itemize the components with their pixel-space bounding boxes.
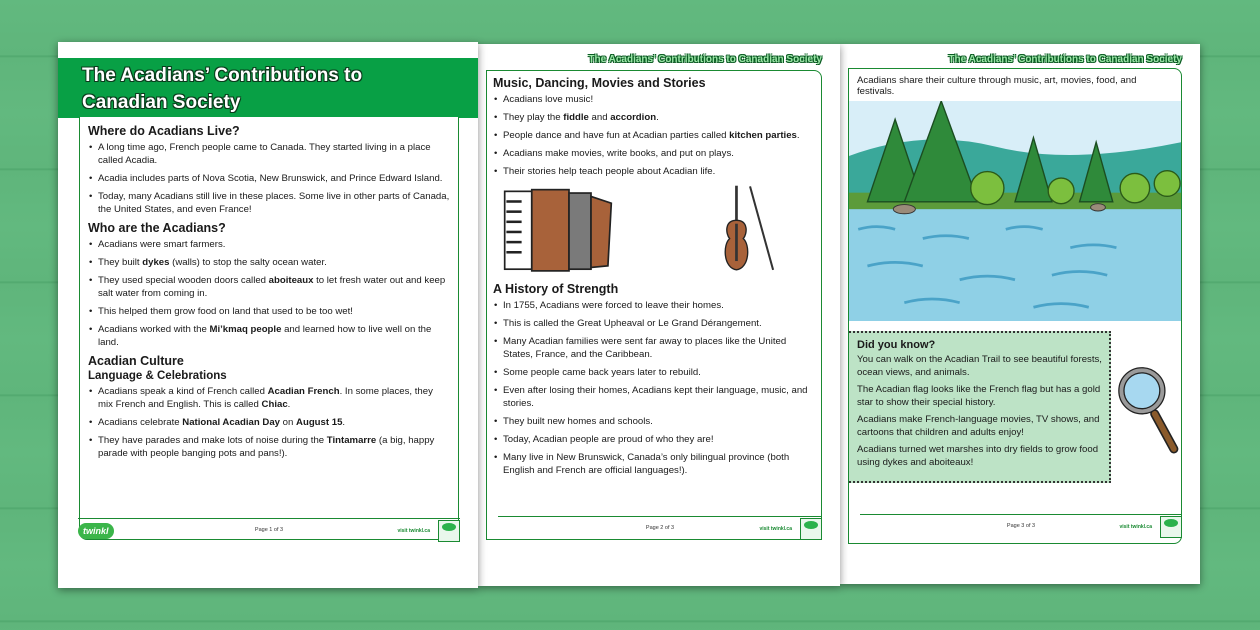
list-item: [88, 238, 450, 251]
text-segment: .: [287, 399, 291, 410]
list-item: [493, 384, 815, 410]
magnifying-glass-icon: [1115, 344, 1179, 474]
footer: [860, 514, 1182, 544]
text-segment: They built: [98, 257, 143, 268]
list-item: [493, 111, 815, 124]
text-segment: to let fresh water out and keep salt water from coming in.: [98, 275, 446, 299]
text-segment: (a big, happy parade with people banging pots and pans!).: [98, 435, 435, 459]
section-history: [493, 282, 815, 477]
text-segment: .: [656, 112, 659, 123]
section-who: [88, 221, 450, 349]
violin-icon: [713, 183, 783, 278]
quality-badge-icon: [438, 520, 460, 542]
bold-term: Chiac: [261, 399, 288, 410]
did-you-know-item: Acadians make French-language movies, TV shows, and cartoons that children and adults enjoy!: [857, 414, 1100, 438]
bold-term: fiddle: [563, 112, 589, 123]
text-segment: Some people came back years later to rebuild.: [503, 367, 701, 378]
did-you-know-box: [849, 331, 1111, 483]
page-number: Page 1 of 3: [254, 527, 284, 533]
bold-term: dykes: [142, 257, 170, 268]
list-item: [88, 434, 450, 460]
list-item: [88, 256, 450, 269]
list-item: [493, 317, 815, 330]
visit-link[interactable]: visit twinkl.ca: [1119, 524, 1152, 530]
content-box: [79, 117, 459, 540]
section-subheading: Language & Celebrations: [88, 370, 227, 382]
quality-badge-icon: [1160, 516, 1182, 538]
text-segment: A long time ago, French people came to Canada. They started living in a place called Acadia.: [98, 142, 431, 166]
bold-term: accordion: [610, 112, 657, 123]
bullet-list: [88, 141, 450, 216]
text-segment: . In some places, they mix French and English. This is called: [98, 386, 433, 410]
list-item: [88, 305, 450, 318]
instruments-illustration: [493, 183, 815, 279]
footer: [78, 518, 460, 548]
page-3: [840, 44, 1200, 584]
text-segment: on: [280, 417, 297, 428]
text-segment: Acadians were smart farmers.: [98, 239, 226, 250]
running-header: The Acadians’ Contributions to Canadian Society: [588, 54, 822, 65]
text-segment: Acadians worked with the: [98, 324, 210, 335]
list-item: [88, 385, 450, 411]
list-item: [493, 129, 815, 142]
bold-term: Acadian French: [267, 386, 340, 397]
did-you-know-list: [857, 353, 1103, 469]
accordion-icon: [503, 183, 613, 275]
bold-term: National Acadian Day: [182, 417, 281, 428]
text-segment: .: [342, 417, 346, 428]
section-heading: A History of Strength: [493, 282, 619, 296]
section-heading: Where do Acadians Live?: [88, 124, 240, 138]
page-number: Page 2 of 3: [645, 525, 675, 531]
text-segment: .: [796, 130, 800, 141]
visit-link[interactable]: visit twinkl.ca: [759, 526, 792, 532]
section-heading: Who are the Acadians?: [88, 221, 226, 235]
text-segment: They used special wooden doors called: [98, 275, 269, 286]
list-item: [493, 335, 815, 361]
text-segment: Acadians love music!: [503, 94, 594, 105]
page-title-line-2: Canadian Society: [82, 92, 241, 113]
list-item: [88, 172, 450, 185]
bullet-list: [88, 385, 450, 460]
text-segment: Today, many Acadians still live in these places. Some live in other parts of Canada, the United States, and even France!: [98, 191, 450, 215]
landscape-illustration: [849, 101, 1181, 321]
list-item: [493, 165, 815, 178]
list-item: [88, 323, 450, 349]
text-segment: Acadians make movies, write books, and put on plays.: [503, 148, 734, 159]
bold-term: Tintamarre: [326, 435, 377, 446]
text-segment: They built new homes and schools.: [503, 416, 653, 427]
section-heading: Acadian Culture: [88, 354, 184, 368]
list-item: [493, 93, 815, 106]
did-you-know-heading: Did you know?: [857, 339, 936, 351]
list-item: [88, 274, 450, 300]
did-you-know-item: Acadians turned wet marshes into dry fields to grow food using dykes and aboiteaux!: [857, 444, 1099, 468]
content-box: [486, 70, 822, 540]
page-title-line-1: The Acadians’ Contributions to: [82, 65, 363, 86]
did-you-know-item: The Acadian flag looks like the French flag but has a gold star to show their special history.: [857, 384, 1101, 408]
quality-badge-icon: [800, 518, 822, 540]
list-item: [88, 141, 450, 167]
list-item: [493, 451, 815, 477]
page-2: [478, 44, 840, 586]
content-box: [848, 68, 1182, 544]
bold-term: aboiteaux: [268, 275, 314, 286]
bullet-list: [493, 299, 815, 477]
section-where: [88, 124, 450, 216]
text-segment: This helped them grow food on land that used to be too wet!: [98, 306, 353, 317]
text-segment: Acadians speak a kind of French called: [98, 386, 268, 397]
text-segment: Acadians celebrate: [98, 417, 183, 428]
text-segment: Many live in New Brunswick, Canada’s only bilingual province (both English and French are official languages!).: [503, 452, 790, 476]
page-1: [58, 42, 478, 588]
list-item: [493, 366, 815, 379]
text-segment: This is called the Great Upheaval or Le Grand Dérangement.: [503, 318, 762, 329]
list-item: [493, 433, 815, 446]
list-item: [88, 416, 450, 429]
text-segment: (walls) to stop the salty ocean water.: [169, 257, 327, 268]
text-segment: Their stories help teach people about Acadian life.: [503, 166, 716, 177]
running-header: The Acadians’ Contributions to Canadian Society: [948, 54, 1182, 65]
text-segment: They have parades and make lots of noise during the: [98, 435, 327, 446]
did-you-know-item: You can walk on the Acadian Trail to see beautiful forests, ocean views, and animals.: [857, 354, 1102, 378]
text-segment: Acadia includes parts of Nova Scotia, New Brunswick, and Prince Edward Island.: [98, 173, 443, 184]
text-segment: and: [588, 112, 611, 123]
title-banner: [58, 58, 478, 118]
text-segment: Today, Acadian people are proud of who they are!: [503, 434, 714, 445]
list-item: [493, 299, 815, 312]
list-item: [493, 415, 815, 428]
text-segment: Many Acadian families were sent far away to places like the United States, France, and the Caribbean.: [503, 336, 787, 360]
list-item: [493, 147, 815, 160]
bold-term: kitchen parties: [729, 130, 797, 141]
section-music: [493, 76, 815, 178]
text-segment: and learned how to live well on the land.: [98, 324, 432, 348]
text-segment: Even after losing their homes, Acadians kept their language, music, and stories.: [503, 385, 808, 409]
list-item: [88, 190, 450, 216]
section-heading: Music, Dancing, Movies and Stories: [493, 76, 706, 90]
bold-term: August 15: [296, 417, 343, 428]
visit-link[interactable]: visit twinkl.ca: [397, 528, 430, 534]
bullet-list: [493, 93, 815, 178]
twinkl-logo[interactable]: twinkl: [78, 523, 114, 539]
bullet-list: [88, 238, 450, 349]
bold-term: Mi’kmaq people: [209, 324, 282, 335]
intro-text: Acadians share their culture through music, art, movies, food, and festivals.: [857, 75, 1137, 97]
text-segment: They play the: [503, 112, 564, 123]
page-number: Page 3 of 3: [1006, 523, 1036, 529]
text-segment: In 1755, Acadians were forced to leave their homes.: [503, 300, 724, 311]
footer: [498, 516, 822, 546]
text-segment: People dance and have fun at Acadian parties called: [503, 130, 730, 141]
section-culture: [88, 354, 450, 460]
